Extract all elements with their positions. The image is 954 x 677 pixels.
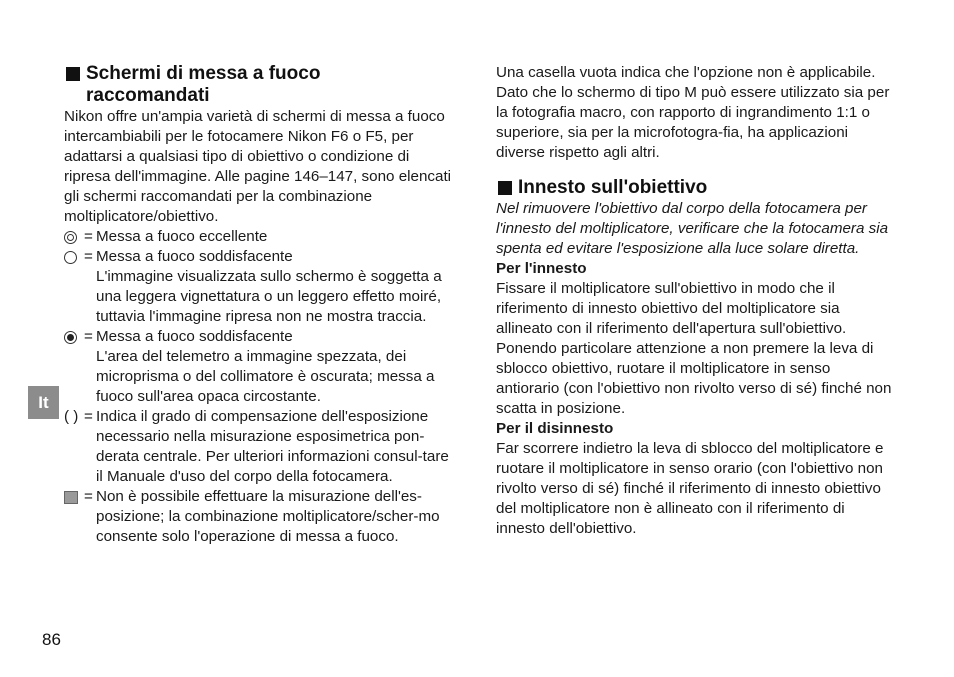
- language-tab: It: [28, 386, 59, 419]
- legend-item-satisfactory-1: = Messa a fuoco soddisfacente: [64, 247, 458, 267]
- warning-text: Nel rimuovere l'obiettivo dal corpo della fotocamera per l'innesto del moltiplicatore, verificare che la fotocamera sia spenta ed evitare l'esposizione alla luce solare diretta.: [496, 200, 889, 257]
- legend-note: L'immagine visualizzata sullo schermo è soggetta a una leggera vignettatura o un leggero effetto moiré, tuttavia l'immagine ripresa non ne mostra traccia.: [96, 268, 442, 325]
- parentheses-symbol: ( ): [64, 408, 79, 425]
- section-heading-attachment: Innesto sull'obiettivo: [496, 177, 896, 199]
- detach-subheading: Per il disinnesto: [496, 420, 614, 437]
- page-number: 86: [42, 630, 61, 649]
- legend-label: Messa a fuoco soddisfacente: [96, 328, 293, 345]
- attach-text: Fissare il moltiplicatore sull'obiettivo in modo che il riferimento di innesto obiettivo del moltiplicatore sia allineato con il riferimento dell'apertura sull'obiettivo. Ponendo particolare attenzione a non premere la leva di sblocco obiettivo, ruotare il moltiplicatore in senso antiorario (con l'obiettivo non rivolto verso di sé) finché non scatta in posizione.: [496, 280, 892, 417]
- circle-icon: [64, 251, 77, 264]
- square-bullet-icon: [66, 67, 80, 81]
- legend-label: Indica il grado di compensazione dell'esposizione necessario nella misurazione esposimetrica pon-derata centrale. Per ulteriori informazioni consul-tare il Manuale d'uso del corpo della fotocamera.: [96, 408, 449, 485]
- legend-item-compensation: ( ) = Indica il grado di compensazione dell'esposizione necessario nella misurazione esposimetrica pon-derata centrale. Per ulteriori informazioni consul-tare il Manuale d'uso del corpo della fotocamera.: [64, 407, 458, 487]
- right-column: [496, 63, 896, 539]
- section-heading-screens: [64, 63, 458, 107]
- intro-continuation: Una casella vuota indica che l'opzione non è applicabile. Dato che lo schermo di tipo M può essere utilizzato sia per la fotografia macro, con rapporto di ingrandimento 1:1 o superiore, sia per la microfotogra-fia, ha applicazioni diverse rispetto agli altri.: [496, 64, 890, 161]
- intro-paragraph: Nikon offre un'ampia varietà di schermi di messa a fuoco intercambiabili per le fotocamere Nikon F6 o F5, per adattarsi a qualsiasi tipo di obiettivo o condizione di ripresa dell'immagine. Alle pagine 146–147, sono elencati gli schermi raccomandati per la combinazione moltiplicatore/obiettivo.: [64, 108, 452, 225]
- legend-item-satisfactory-2: = Messa a fuoco soddisfacente: [64, 327, 458, 347]
- double-circle-icon: [64, 231, 77, 244]
- detach-text: Far scorrere indietro la leva di sblocco del moltiplicatore e ruotare il moltiplicatore in senso orario (con l'obiettivo non rivolto verso di sé) finché il riferimento di innesto obiettivo del moltiplicatore non è allineato con il riferimento di innesto dell'obiettivo.: [496, 440, 884, 537]
- legend-note: L'area del telemetro a immagine spezzata, dei microprisma o del collimatore è oscurata; messa a fuoco sull'area opaca circostante.: [96, 348, 435, 405]
- attach-subheading: Per l'innesto: [496, 260, 587, 277]
- legend-item-excellent: = Messa a fuoco eccellente: [64, 227, 458, 247]
- left-column: [64, 63, 458, 547]
- dotted-circle-icon: [64, 331, 77, 344]
- legend-item-no-metering: = Non è possibile effettuare la misurazione dell'es-posizione; la combinazione moltiplicatore/scher-mo consente solo l'operazione di messa a fuoco.: [64, 487, 458, 547]
- grey-box-icon: [64, 491, 78, 504]
- square-bullet-icon: [498, 181, 512, 195]
- heading-line-1: Schermi di messa a fuoco: [86, 63, 321, 84]
- legend-label: Non è possibile effettuare la misurazione dell'es-posizione; la combinazione moltiplicatore/scher-mo consente solo l'operazione di messa a fuoco.: [96, 488, 440, 545]
- legend-label: Messa a fuoco soddisfacente: [96, 248, 293, 265]
- heading-line-2: raccomandati: [86, 85, 210, 106]
- legend-label: Messa a fuoco eccellente: [96, 228, 268, 245]
